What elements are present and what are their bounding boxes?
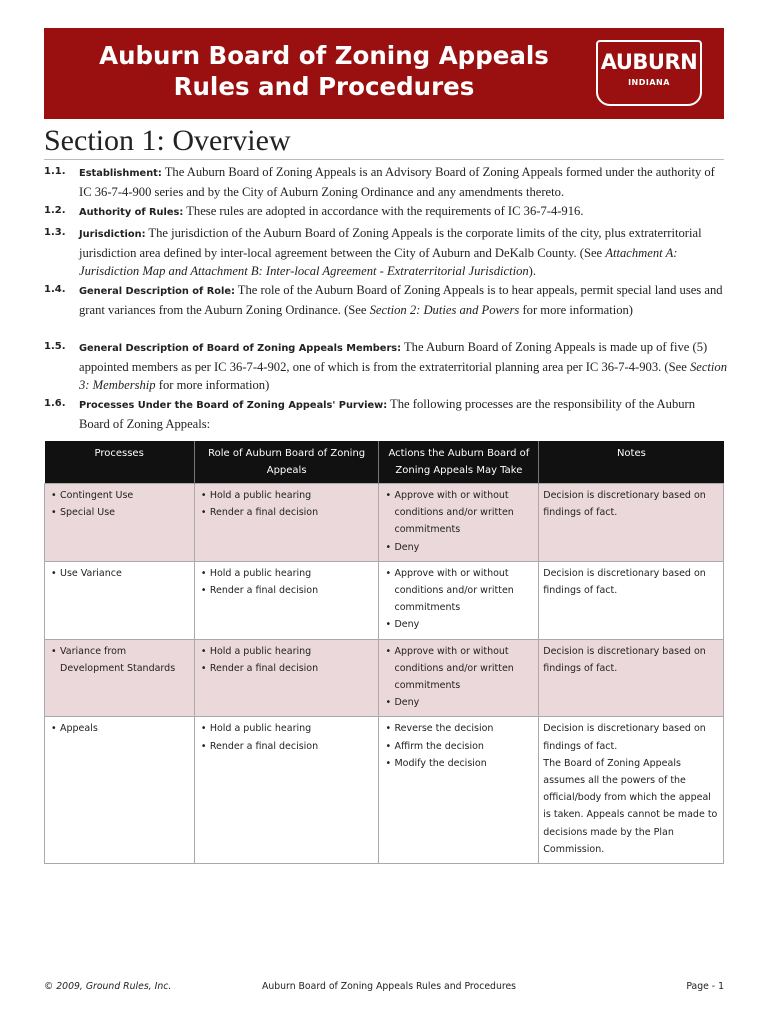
item-number: 1.6.	[44, 398, 66, 409]
action-item: • Approve with or without conditions and/or written commitments	[394, 643, 534, 695]
item-label: Establishment:	[79, 168, 162, 179]
item-label: General Description of Board of Zoning Appeals Members:	[79, 343, 402, 354]
item-text: The role of the Auburn Board of Zoning Appeals is to hear appeals, permit special land uses and grant variances from the Auburn Zoning Ordinance. (See	[79, 283, 723, 317]
item-text: The jurisdiction of the Auburn Board of Zoning Appeals is the corporate limits of the city, plus extraterritorial jurisdiction area defined by inter-local agreement between the City of Auburn and DeKalb County. (See	[79, 226, 702, 260]
role-item: • Render a final decision	[210, 660, 375, 677]
auburn-logo	[596, 40, 702, 106]
item-reference: Section 2: Duties and Powers	[369, 303, 520, 317]
document-title	[44, 40, 604, 102]
role-item: • Hold a public hearing	[210, 720, 375, 737]
section-divider	[44, 159, 724, 160]
notes-cell: Decision is discretionary based on findings of fact.	[539, 561, 724, 639]
table-row	[45, 717, 724, 864]
item-label: Jurisdiction:	[79, 229, 146, 240]
action-item: • Deny	[394, 616, 534, 633]
header-notes: Notes	[539, 441, 724, 484]
action-item: • Affirm the decision	[394, 738, 534, 755]
notes-text-extra: The Board of Zoning Appeals assumes all the powers of the official/body from which the appeal is taken. Appeals cannot be made to decisions made by the Plan Commission.	[543, 757, 718, 855]
footer-page-number: Page - 1	[686, 981, 724, 992]
item-number: 1.2.	[44, 205, 66, 216]
title-line-2: Rules and Procedures	[173, 72, 475, 101]
item-1-5	[44, 338, 728, 394]
item-text: The Auburn Board of Zoning Appeals is an Advisory Board of Zoning Appeals formed under the authority of IC 36-7-4-900 series and by the City of Auburn Zoning Ordinance and any amendments thereto.	[79, 165, 715, 199]
action-item: • Reverse the decision	[394, 720, 534, 737]
notes-cell	[539, 717, 724, 864]
footer-document-name: Auburn Board of Zoning Appeals Rules and Procedures	[262, 981, 517, 992]
notes-cell: Decision is discretionary based on findings of fact.	[539, 639, 724, 717]
item-label: General Description of Role:	[79, 286, 235, 297]
process-item: • Special Use	[60, 504, 190, 521]
role-item: • Render a final decision	[210, 582, 375, 599]
process-item: • Use Variance	[60, 565, 190, 582]
item-reference: Section 3: Membership	[79, 360, 728, 392]
logo-state: INDIANA	[628, 78, 670, 87]
title-banner	[44, 28, 724, 119]
item-1-4	[44, 281, 728, 319]
table-row	[45, 639, 724, 717]
item-text: These rules are adopted in accordance with the requirements of IC 36-7-4-916.	[183, 204, 584, 218]
table-row	[45, 561, 724, 639]
item-1-1	[44, 163, 728, 201]
role-item: • Render a final decision	[210, 504, 375, 521]
item-1-2	[44, 202, 728, 222]
process-item: • Contingent Use	[60, 487, 190, 504]
item-text-tail: for more information)	[155, 378, 270, 392]
footer-copyright: © 2009, Ground Rules, Inc.	[44, 981, 172, 992]
action-item: • Approve with or without conditions and/or written commitments	[394, 565, 534, 617]
logo-wordmark: AUBURN	[600, 50, 698, 74]
action-item: • Deny	[394, 694, 534, 711]
header-processes: Processes	[45, 441, 195, 484]
item-number: 1.3.	[44, 227, 66, 238]
role-item: • Hold a public hearing	[210, 487, 375, 504]
role-item: • Render a final decision	[210, 738, 375, 755]
item-number: 1.5.	[44, 341, 66, 352]
item-1-6	[44, 395, 728, 433]
item-number: 1.4.	[44, 284, 66, 295]
notes-cell: Decision is discretionary based on findings of fact.	[539, 484, 724, 562]
header-role: Role of Auburn Board of Zoning Appeals	[194, 441, 379, 484]
table-row	[45, 484, 724, 562]
item-text-tail: for more information)	[519, 303, 633, 317]
role-item: • Hold a public hearing	[210, 565, 375, 582]
action-item: • Modify the decision	[394, 755, 534, 772]
processes-table	[44, 441, 724, 864]
section-title: Section 1: Overview	[44, 124, 291, 157]
item-text-tail: ).	[528, 264, 537, 278]
item-text: The following processes are the responsibility of the Auburn Board of Zoning Appeals:	[79, 397, 696, 431]
item-reference: Attachment A: Jurisdiction Map and Attachment B: Inter-local Agreement - Extraterritorial Jurisdiction	[79, 246, 678, 278]
item-text: The Auburn Board of Zoning Appeals is made up of five (5) appointed members as per IC 36-7-4-902, one of which is from the extraterritorial planning area per IC 36-7-4-903. (See	[79, 340, 708, 374]
process-item: • Variance from Development Standards	[60, 643, 190, 677]
title-line-1: Auburn Board of Zoning Appeals	[99, 41, 549, 70]
action-item: • Approve with or without conditions and/or written commitments	[394, 487, 534, 539]
action-item: • Deny	[394, 539, 534, 556]
notes-text: Decision is discretionary based on findings of fact.	[543, 723, 706, 752]
item-label: Processes Under the Board of Zoning Appeals' Purview:	[79, 400, 388, 411]
process-item: • Appeals	[60, 720, 190, 737]
role-item: • Hold a public hearing	[210, 643, 375, 660]
item-number: 1.1.	[44, 166, 66, 177]
item-1-3	[44, 224, 728, 280]
header-actions: Actions the Auburn Board of Zoning Appeals May Take	[379, 441, 539, 484]
item-label: Authority of Rules:	[79, 207, 184, 218]
table-header-row	[45, 441, 724, 484]
